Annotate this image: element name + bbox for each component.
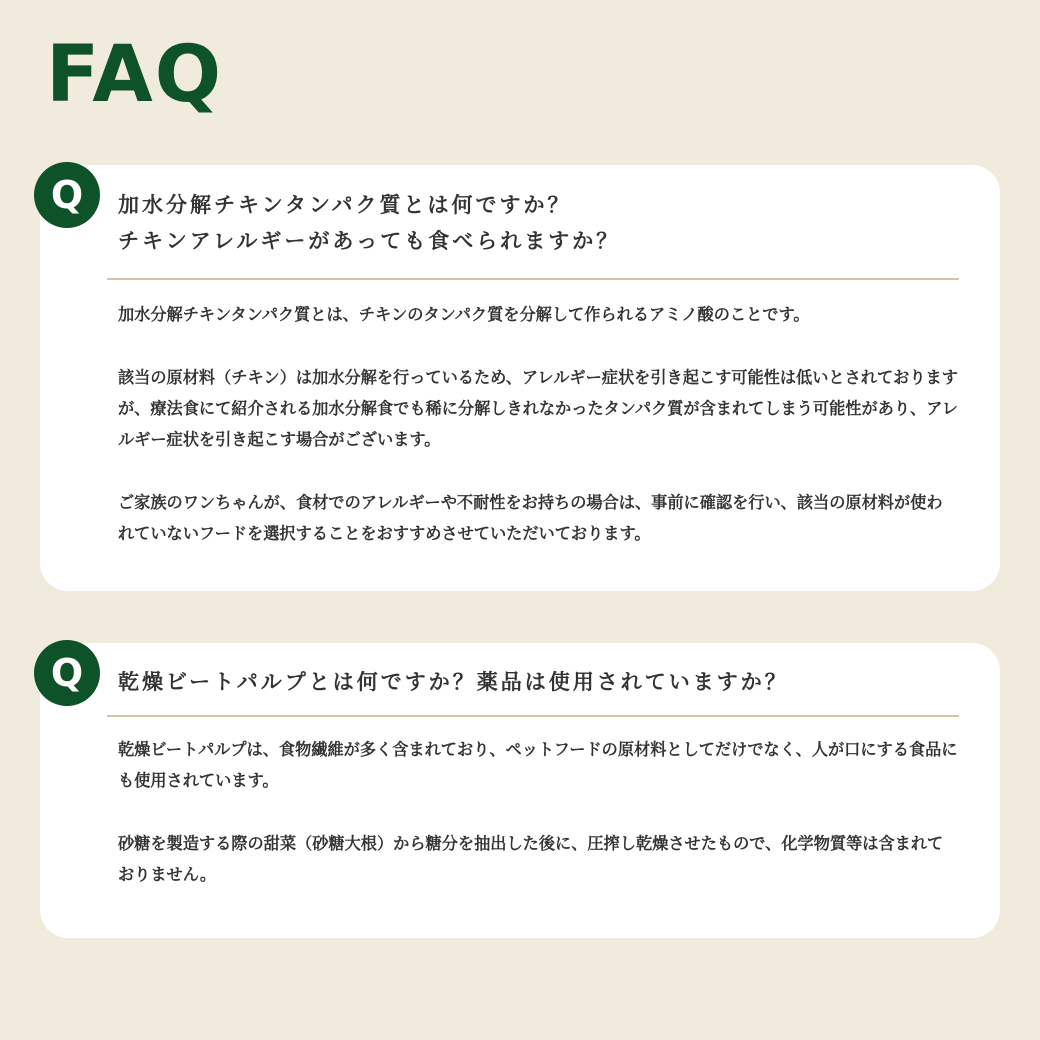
answer-paragraph: 砂糖を製造する際の甜菜（砂糖大根）から糖分を抽出した後に、圧搾し乾燥させたもので、化学物質等は含まれておりません。 [118, 834, 944, 884]
faq-question [118, 187, 960, 259]
faq-question-line: 加水分解チキンタンパク質とは何ですか？ [118, 193, 572, 217]
answer-paragraph: 該当の原材料（チキン）は加水分解を行っているため、アレルギー症状を引き起こす可能性は低いとされておりますが、療法食にて紹介される加水分解食でも稀に分解しきれなかったタンパク質が含まれてしまう可能性があり、アレルギー症状を引き起こす場合がございます。 [118, 368, 958, 449]
faq-answer [118, 299, 958, 549]
answer-paragraph: ご家族のワンちゃんが、食材でのアレルギーや不耐性をお持ちの場合は、事前に確認を行い、該当の原材料が使われていないフードを選択することをおすすめさせていただいております。 [118, 493, 943, 543]
faq-answer [118, 734, 958, 890]
faq-question-line: チキンアレルギーがあっても食べられますか？ [118, 229, 621, 253]
faq-card [40, 165, 1000, 591]
divider [107, 278, 959, 280]
question-badge-icon: Q [34, 640, 100, 706]
faq-card [40, 643, 1000, 938]
answer-paragraph: 加水分解チキンタンパク質とは、チキンのタンパク質を分解して作られるアミノ酸のことです。 [118, 305, 810, 324]
faq-question-line: 乾燥ビートパルプとは何ですか？薬品は使用されていますか？ [118, 670, 789, 694]
question-badge-icon: Q [34, 162, 100, 228]
faq-question [118, 664, 960, 700]
answer-paragraph: 乾燥ビートパルプは、食物繊維が多く含まれており、ペットフードの原材料としてだけでなく、人が口にする食品にも使用されています。 [118, 740, 958, 790]
divider [107, 715, 959, 717]
page-title: FAQ [46, 30, 224, 120]
